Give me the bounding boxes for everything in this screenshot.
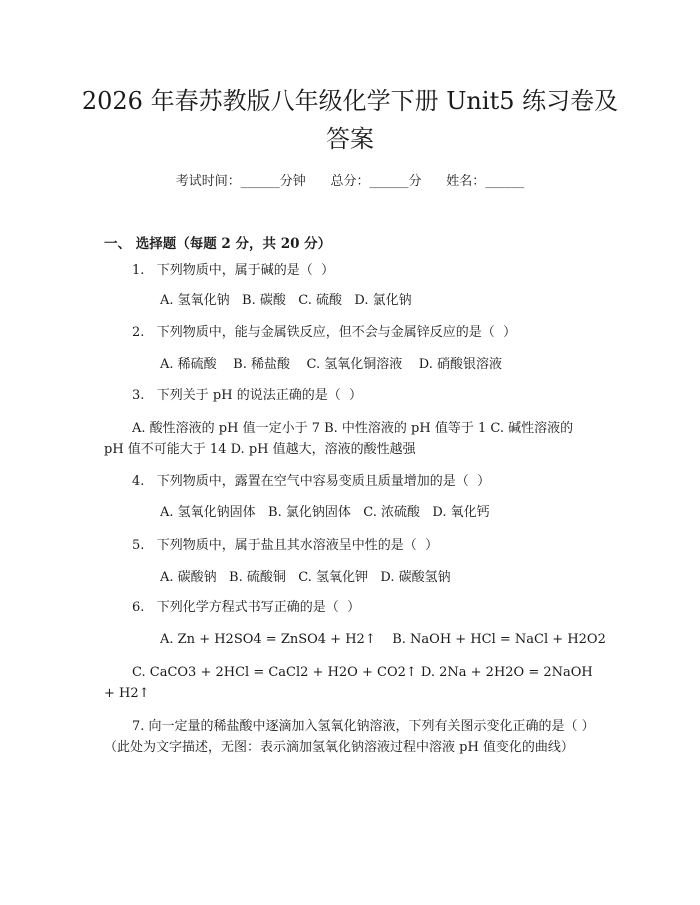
section-heading: 一、 选择题（每题 2 分，共 20 分） bbox=[104, 236, 332, 252]
question-2-options: A. 稀硫酸 B. 稀盐酸 C. 氢氧化铜溶液 D. 硝酸银溶液 bbox=[160, 357, 503, 372]
question-1-options: A. 氢氧化钠 B. 碳酸 C. 硫酸 D. 氯化钠 bbox=[160, 293, 412, 308]
page-title: 2026 年春苏教版八年级化学下册 Unit5 练习卷及答案 bbox=[81, 87, 619, 153]
question-6-options-ab: A. Zn + H2SO4 = ZnSO4 + H2↑ B. NaOH + HCl = NaCl + H2O2 bbox=[160, 632, 606, 647]
exam-meta-line: 考试时间：______分钟 总分：______分 姓名：______ bbox=[175, 174, 525, 189]
question-4-stem: 4. 下列物质中，露置在空气中容易变质且质量增加的是（ ） bbox=[132, 474, 491, 489]
question-1-stem: 1. 下列物质中，属于碱的是（ ） bbox=[132, 263, 335, 278]
question-5-options: A. 碳酸钠 B. 硫酸铜 C. 氢氧化钾 D. 碳酸氢钠 bbox=[160, 570, 451, 585]
question-2-stem: 2. 下列物质中，能与金属铁反应，但不会与金属锌反应的是（ ） bbox=[132, 325, 517, 340]
question-7-stem: 7. 向一定量的稀盐酸中逐滴加入氢氧化钠溶液，下列有关图示变化正确的是（ ）（此处为文字描述，无图：表示滴加氢氧化钠溶液过程中溶液 pH 值变化的曲线） bbox=[104, 719, 595, 755]
question-6-stem: 6. 下列化学方程式书写正确的是（ ） bbox=[132, 600, 361, 615]
question-6-options-cd: C. CaCO3 + 2HCl = CaCl2 + H2O + CO2↑ D. 2Na + 2H2O = 2NaOH + H2↑ bbox=[104, 665, 593, 701]
question-5-stem: 5. 下列物质中，属于盐且其水溶液呈中性的是（ ） bbox=[132, 538, 439, 553]
question-4-options: A. 氢氧化钠固体 B. 氯化钠固体 C. 浓硫酸 D. 氧化钙 bbox=[160, 505, 490, 520]
question-3-options: A. 酸性溶液的 pH 值一定小于 7 B. 中性溶液的 pH 值等于 1 C. 碱性溶液的 pH 值不可能大于 14 D. pH 值越大，溶液的酸性越强 bbox=[104, 421, 574, 457]
question-3-stem: 3. 下列关于 pH 的说法正确的是（ ） bbox=[132, 388, 362, 403]
